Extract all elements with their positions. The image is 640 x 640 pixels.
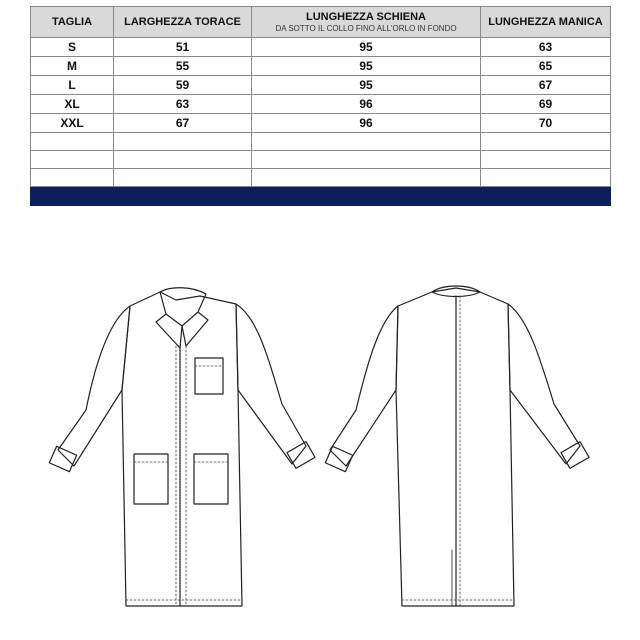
cell-sleeve-length: 69: [481, 95, 611, 114]
cell-back-length: 95: [252, 76, 481, 95]
coat-back-drawing: [325, 286, 589, 606]
cell-chest: 51: [114, 38, 252, 57]
cell-size: S: [31, 38, 114, 57]
cell-chest: 67: [114, 114, 252, 133]
cell-back-length: 96: [252, 95, 481, 114]
cell-sleeve-length: 70: [481, 114, 611, 133]
cell-chest: 63: [114, 95, 252, 114]
table-row: [31, 76, 611, 95]
empty-row: [31, 169, 611, 187]
cell-back-length: 95: [252, 38, 481, 57]
table-row: [31, 57, 611, 76]
empty-row: [31, 151, 611, 169]
coat-front-drawing: [49, 288, 315, 606]
cell-size: XL: [31, 95, 114, 114]
cell-chest: 59: [114, 76, 252, 95]
header-lunghezza-schiena-note: DA SOTTO IL COLLO FINO ALL'ORLO IN FONDO: [275, 24, 457, 33]
coat-illustration: [0, 270, 640, 620]
cell-sleeve-length: 67: [481, 76, 611, 95]
header-lunghezza-schiena: LUNGHEZZA SCHIENA DA SOTTO IL COLLO FINO ALL'ORLO IN FONDO: [252, 7, 481, 38]
header-taglia: TAGLIA: [31, 7, 114, 38]
header-lunghezza-manica: LUNGHEZZA MANICA: [481, 7, 611, 38]
cell-size: M: [31, 57, 114, 76]
empty-row: [31, 133, 611, 151]
cell-sleeve-length: 65: [481, 57, 611, 76]
header-larghezza-torace: LARGHEZZA TORACE: [114, 7, 252, 38]
header-row: [31, 7, 611, 38]
footer-band: [31, 187, 611, 206]
cell-size: L: [31, 76, 114, 95]
cell-back-length: 95: [252, 57, 481, 76]
table-row: [31, 114, 611, 133]
cell-chest: 55: [114, 57, 252, 76]
cell-size: XXL: [31, 114, 114, 133]
cell-back-length: 96: [252, 114, 481, 133]
size-table: [30, 6, 611, 206]
cell-sleeve-length: 63: [481, 38, 611, 57]
table-row: [31, 38, 611, 57]
table-row: [31, 95, 611, 114]
